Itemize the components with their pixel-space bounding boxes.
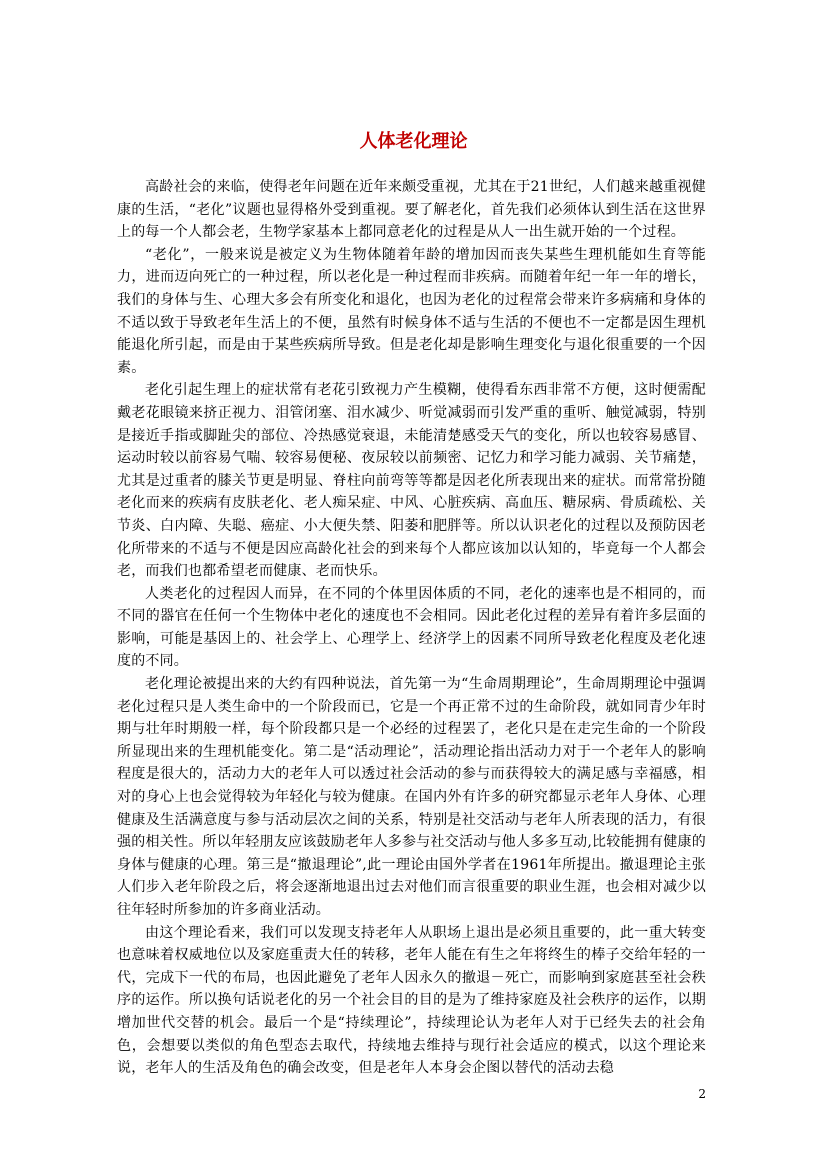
document-body xyxy=(117,176,706,1080)
paragraph-5: 老化理论被提出来的大约有四种说法，首先第一为“生命周期理论”，生命周期理论中强调老化过程只是人类生命中的一个阶段而已，它是一个再正常不过的生命阶段，就如同青少年时期与壮年时期般一样，每个阶段都只是一个必经的过程罢了，老化只是在走完生命的一个阶段所显现出来的生理机能变化。第二是“活动理论”，活动理论指出活动力对于一个老年人的影响程度是很大的，活动力大的老年人可以透过社会活动的参与而获得较大的满足感与幸福感，相对的身心上也会觉得较为年轻化与较为健康。在国内外有许多的研究都显示老年人身体、心理健康及生活满意度与参与活动层次之间的关系，特别是社交活动与老年人所表现的活力，有很强的相关性。所以年轻朋友应该鼓励老年人多参与社交活动与他人多多互动,比较能拥有健康的身体与健康的心理。第三是“撤退理论”,此一理论由国外学者在1961年所提出。撤退理论主张人们步入老年阶段之后，将会逐渐地退出过去对他们而言很重要的职业生涯，也会相对减少以往年轻时所参加的许多商业活动。 xyxy=(117,676,706,918)
paragraph-3: 老化引起生理上的症状常有老花引致视力产生模糊，使得看东西非常不方便，这时便需配戴老花眼镜来挤正视力、泪管闭塞、泪水减少、听觉减弱而引发严重的重听、触觉减弱，特别是接近手指或脚趾尖的部位、冷热感觉衰退，未能清楚感受天气的变化，所以也较容易感冒、运动时较以前容易气喘、较容易便秘、夜尿较以前频密、记忆力和学习能力减弱、关节痛楚，尤其是过重者的膝关节更是明显、脊柱向前弯等等都是因老化所表现出来的症状。而常常扮随老化而来的疾病有皮肤老化、老人痴呆症、中风、心脏疾病、高血压、糖尿病、骨质疏松、关节炎、白内障、失聪、癌症、小大便失禁、阳萎和肥胖等。所以认识老化的过程以及预防因老化所带来的不适与不便是因应高龄化社会的到来每个人都应该加以认知的，毕竟每一个人都会老，而我们也都希望老而健康、老而快乐。 xyxy=(117,382,706,580)
paragraph-2: “老化”，一般来说是被定义为生物体随着年龄的增加因而丧失某些生理机能如生育等能力，进而迈向死亡的一种过程，所以老化是一种过程而非疾病。而随着年纪一年一年的增长，我们的身体与生、心理大多会有所变化和退化，也因为老化的过程常会带来许多病痛和身体的不适以致于导致老年生活上的不便，虽然有时候身体不适与生活的不便也不一定都是因生理机能退化所引起，而是由于某些疾病所导致。但是老化却是影响生理变化与退化很重要的一个因素。 xyxy=(117,246,706,376)
page-number: 2 xyxy=(698,1087,706,1101)
document-title: 人体老化理论 xyxy=(359,131,468,152)
paragraph-1: 高龄社会的来临，使得老年问题在近年来颇受重视，尤其在于21世纪，人们越来越重视健康的生活，“老化”议题也显得格外受到重视。要了解老化，首先我们必须体认到生活在这世界上的每一个人都会老，生物学家基本上都同意老化的过程是从人一出生就开始的一个过程。 xyxy=(117,179,706,241)
paragraph-6: 由这个理论看来，我们可以发现支持老年人从职场上退出是必须且重要的，此一重大转变也意味着权威地位以及家庭重责大任的转移，老年人能在有生之年将终生的棒子交给年轻的一代，完成下一代的布局，也因此避免了老年人因永久的撤退－死亡，而影响到家庭甚至社会秩序的运作。所以换句话说老化的另一个社会目的目的是为了维持家庭及社会秩序的运作，以期增加世代交替的机会。最后一个是“持续理论”，持续理论认为老年人对于已经失去的社会角色，会想要以类似的角色型态去取代，持续地去维持与现行社会适应的模式，以这个理论来说，老年人的生活及角色的确会改变，但是老年人本身会企图以替代的活动去稳 xyxy=(117,924,706,1077)
paragraph-4: 人类老化的过程因人而异，在不同的个体里因体质的不同，老化的速率也是不相同的，而不同的器官在任何一个生物体中老化的速度也不会相同。因此老化过程的差异有着许多层面的影响，可能是基因上的、社会学上、心理学上、经济学上的因素不同所导致老化程度及老化速度的不同。 xyxy=(117,585,706,670)
